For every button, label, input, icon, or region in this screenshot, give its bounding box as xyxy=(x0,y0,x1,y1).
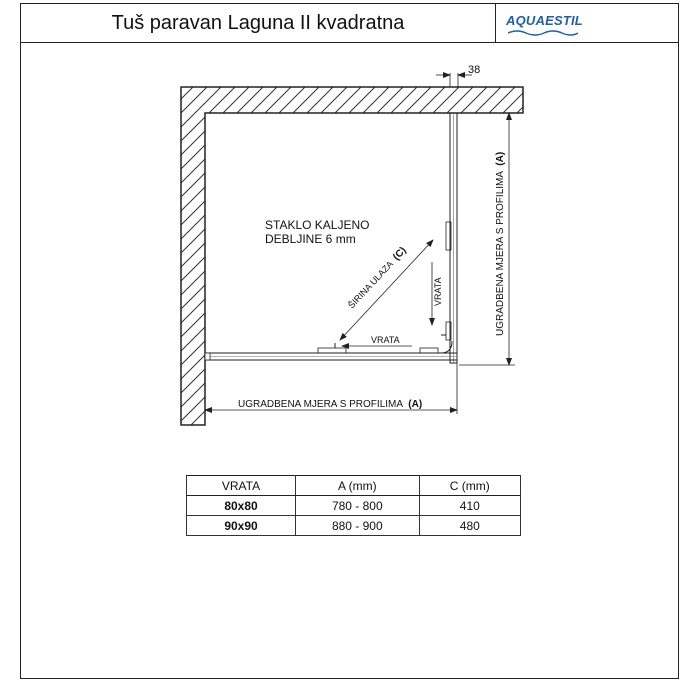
wall-hatched xyxy=(181,87,523,425)
table-cell: 480 xyxy=(419,516,520,536)
entry-width-label: ŠIRINA ULAZA (C) xyxy=(346,245,409,311)
table-cell: 780 - 800 xyxy=(296,496,420,516)
bottom-panel xyxy=(205,341,457,360)
size-table xyxy=(186,475,521,536)
dimension-38 xyxy=(436,64,480,87)
table-header-cell: A (mm) xyxy=(296,476,420,496)
table-cell: 410 xyxy=(419,496,520,516)
door-horizontal-label: VRATA xyxy=(371,335,400,345)
table-cell: 80x80 xyxy=(187,496,296,516)
table-row xyxy=(187,516,521,536)
table-header-row xyxy=(187,476,521,496)
glass-label-line2: DEBLJINE 6 mm xyxy=(265,232,356,246)
bottom-mount-label: UGRADBENA MJERA S PROFILIMA (A) xyxy=(238,399,423,410)
table-cell: 90x90 xyxy=(187,516,296,536)
right-mount-label: UGRADBENA MJERA S PROFILIMA (A) xyxy=(495,151,506,336)
table-row xyxy=(187,496,521,516)
entry-width-dimension xyxy=(340,240,433,340)
right-panel xyxy=(441,113,457,363)
door-vertical-label: VRATA xyxy=(433,277,443,306)
table-cell: 880 - 900 xyxy=(296,516,420,536)
page-title: Tuš paravan Laguna II kvadratna xyxy=(111,12,405,34)
brand-logo: AQUAESTIL xyxy=(506,13,583,28)
table-header-cell: C (mm) xyxy=(419,476,520,496)
table-header-cell: VRATA xyxy=(187,476,296,496)
glass-label-line1: STAKLO KALJENO xyxy=(265,218,370,232)
right-mount-dimension xyxy=(459,113,515,365)
dim-38-label: 38 xyxy=(468,64,481,76)
bottom-mount-dimension xyxy=(205,362,457,414)
